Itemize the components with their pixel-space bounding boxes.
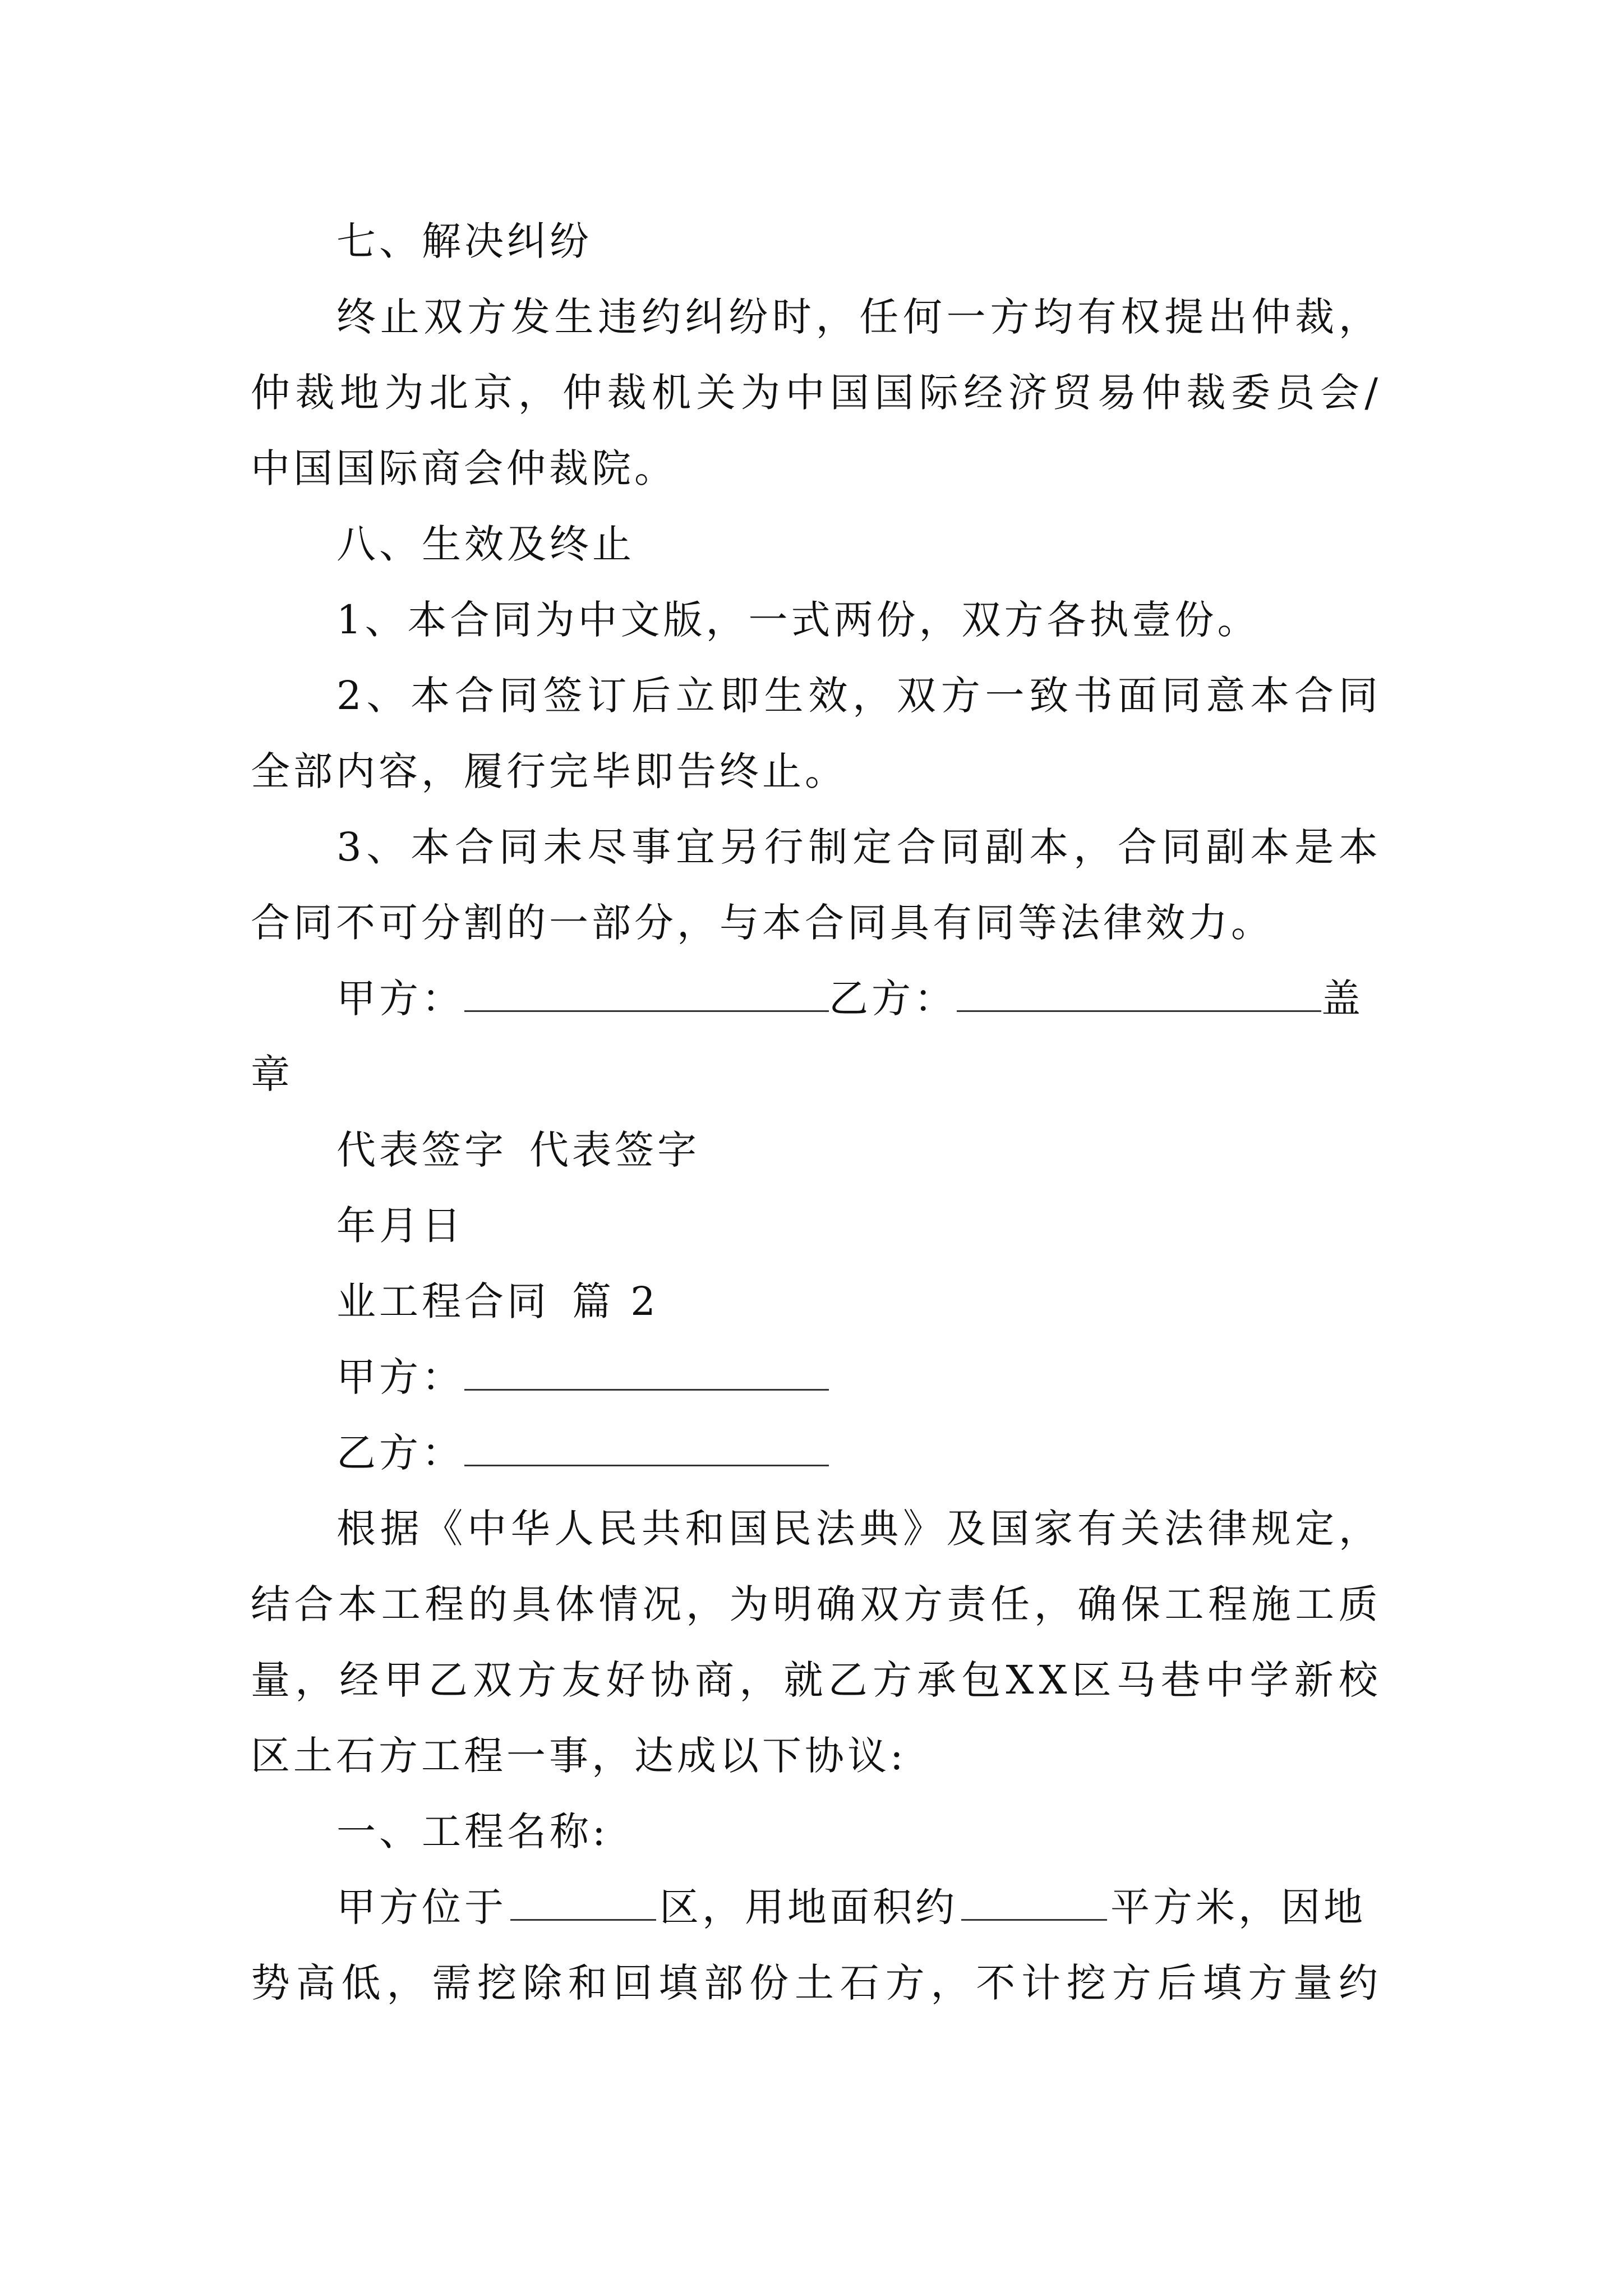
party-b-blank <box>957 977 1321 1012</box>
site-area-unit-text: 平方米，因地 <box>1110 1884 1366 1930</box>
party-a-label: 甲方： <box>336 976 464 1022</box>
section-7-paragraph-line-2: 仲 裁 地 为 北 京 ， 仲 裁 机 关 为 中 国 国 际 经 济 贸 易 仲 裁 委 员 会 / <box>251 370 1378 416</box>
section-7-paragraph-line-3: 中国国际商会仲裁院。 <box>251 445 677 491</box>
contract-2-party-b-label: 乙方： <box>336 1430 464 1476</box>
intro-line-4: 区土石方工程一事，达成以下协议: <box>251 1733 907 1779</box>
section-8-heading: 八、生效及终止 <box>336 521 635 567</box>
site-description-line-1 <box>336 1874 1366 1941</box>
intro-line-2: 结 合 本 工 程 的 具 体 情 况 ， 为 明 确 双 方 责 任 ， 确 保 工 程 施 工 质 <box>251 1581 1378 1627</box>
party-b-label: 乙方： <box>829 976 957 1022</box>
section-8-item-1: 1、本合同为中文版，一式两份，双方各执壹份。 <box>336 597 1260 643</box>
section-8-item-3-line-2: 合同不可分割的一部分，与本合同具有同等法律效力。 <box>251 900 1274 946</box>
section-8-item-3-line-1: 3 、 本 合 同 未 尽 事 宜 另 行 制 定 合 同 副 本 ， 合 同 副 本 是 本 <box>336 824 1378 870</box>
area-blank <box>961 1885 1107 1921</box>
party-a-blank <box>464 977 829 1012</box>
representative-signature-a: 代表签字 <box>336 1127 507 1173</box>
representative-signature-line <box>336 1116 700 1184</box>
section-7-paragraph-line-1: 终 止 双 方 发 生 违 约 纠 纷 时 ， 任 何 一 方 均 有 权 提 出 仲 裁 ， <box>336 294 1378 340</box>
contract-2-title: 业工程合同 <box>336 1278 550 1324</box>
signature-date: 年月日 <box>336 1203 464 1249</box>
site-prefix: 甲方位于 <box>336 1884 507 1930</box>
section-8-item-2-line-1: 2 、 本 合 同 签 订 后 立 即 生 效 ， 双 方 一 致 书 面 同 意 本 合 同 <box>336 673 1378 719</box>
intro-line-1: 根 据 《 中 华 人 民 共 和 国 民 法 典 》 及 国 家 有 关 法 律 规 定 ， <box>336 1506 1378 1552</box>
representative-signature-b: 代表签字 <box>529 1127 700 1173</box>
contract-2-party-b-blank <box>464 1431 829 1466</box>
section-8-item-2-line-2: 全部内容，履行完毕即告终止。 <box>251 748 847 794</box>
contract-2-party-a-line <box>336 1343 829 1411</box>
contract-2-party-a-label: 甲方： <box>336 1354 464 1400</box>
contract-2-party-a-blank <box>464 1355 829 1391</box>
seal-label-part-2: 章 <box>251 1051 293 1097</box>
intro-line-3: 量 ， 经 甲 乙 双 方 友 好 协 商 ， 就 乙 方 承 包 X X 区 马 巷 中 学 新 校 <box>251 1657 1378 1703</box>
section-7-heading: 七、解决纠纷 <box>336 218 592 264</box>
seal-label-part-1: 盖 <box>1321 976 1364 1022</box>
signature-line-parties <box>336 965 1364 1032</box>
contract-2-title-line <box>336 1268 659 1335</box>
site-district-text: 区，用地面积约 <box>660 1884 958 1930</box>
district-blank <box>510 1885 656 1921</box>
section-1-heading: 一、工程名称: <box>336 1809 609 1855</box>
contract-2-part-number: 篇 2 <box>572 1278 659 1324</box>
site-description-line-2: 势 高 低 ， 需 挖 除 和 回 填 部 份 土 石 方 ， 不 计 挖 方 后 填 方 量 约 <box>251 1960 1378 2006</box>
contract-2-party-b-line <box>336 1419 829 1487</box>
